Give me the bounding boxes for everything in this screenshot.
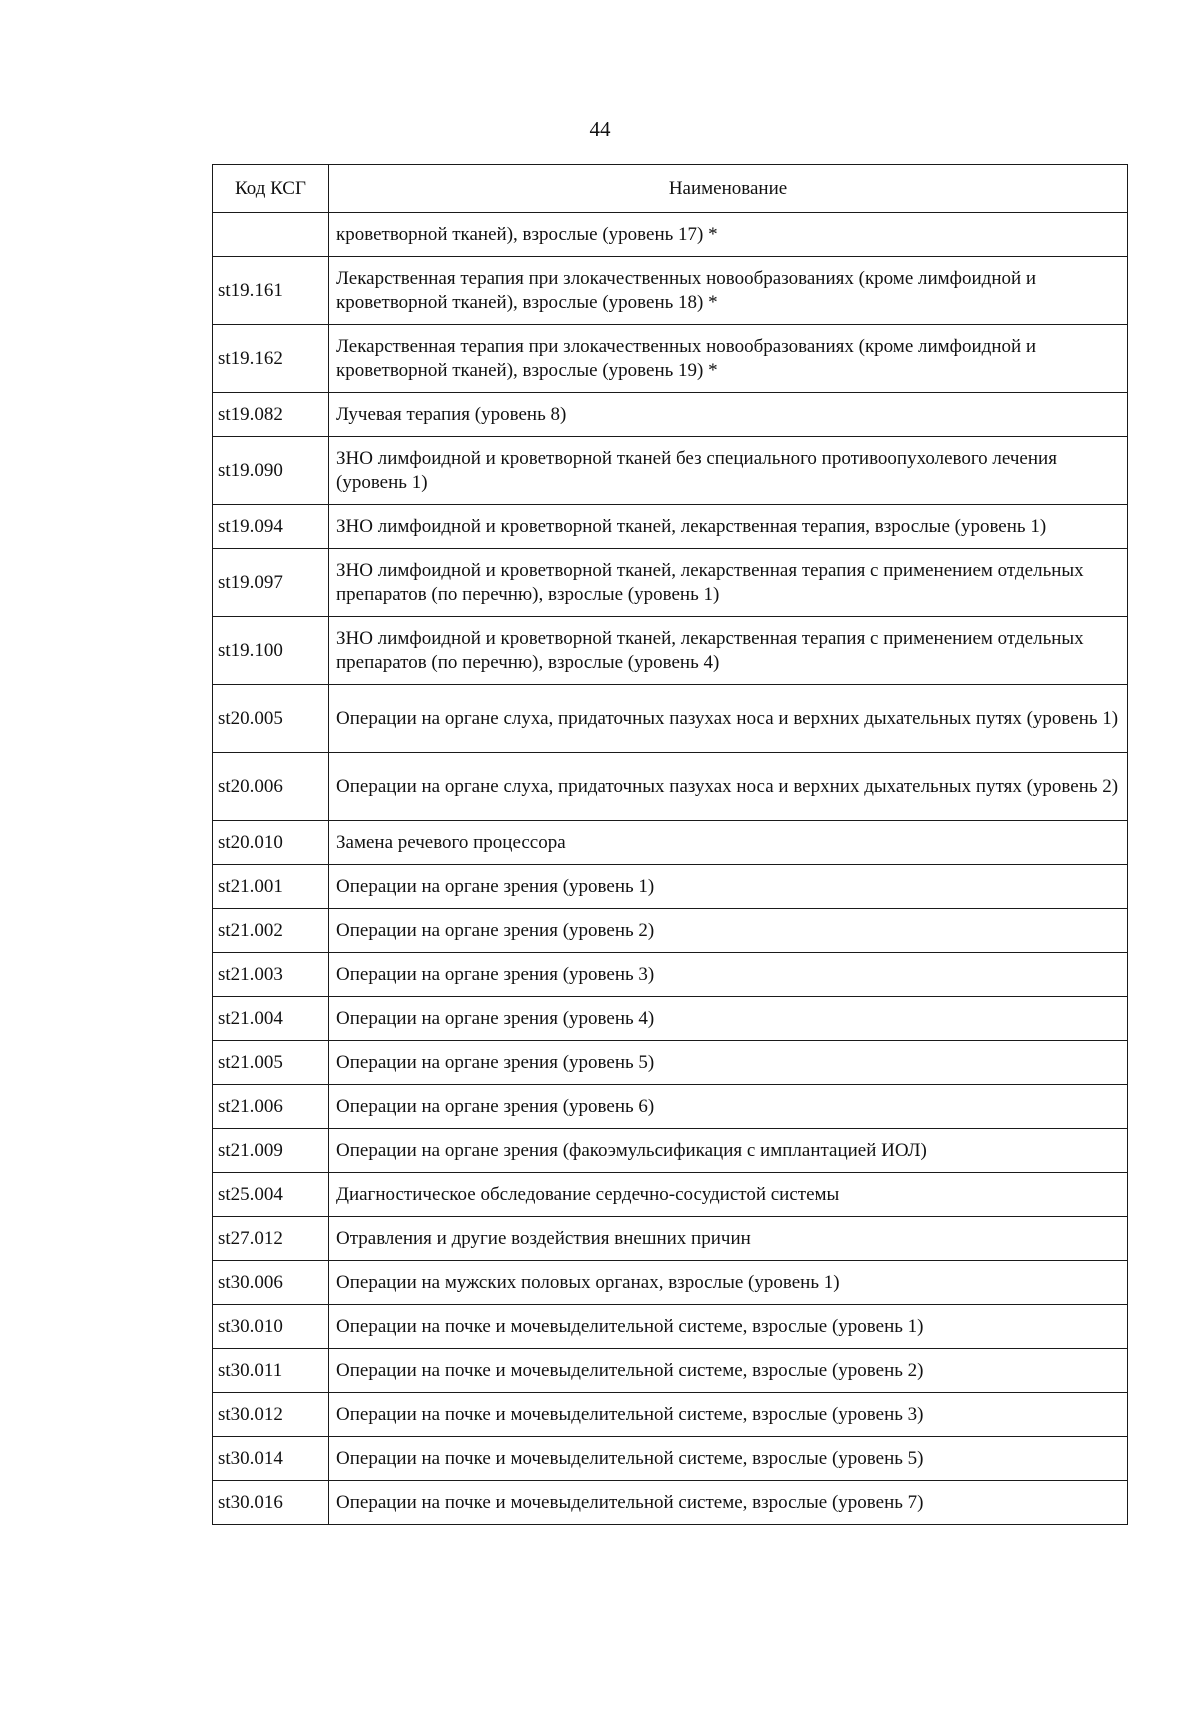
table-row [213, 325, 1128, 393]
ksg-code-cell: st21.009 [213, 1129, 329, 1173]
ksg-code-cell: st30.011 [213, 1349, 329, 1393]
ksg-name-cell: Операции на органе зрения (факоэмульсификация с имплантацией ИОЛ) [329, 1129, 1128, 1173]
table-row [213, 953, 1128, 997]
ksg-name-cell: Операции на органе зрения (уровень 6) [329, 1085, 1128, 1129]
ksg-code-cell: st21.006 [213, 1085, 329, 1129]
ksg-name-cell: Операции на органе слуха, придаточных пазухах носа и верхних дыхательных путях (уровень 2) [329, 753, 1128, 821]
ksg-code-cell: st27.012 [213, 1217, 329, 1261]
table-row [213, 1349, 1128, 1393]
ksg-name-cell: Операции на почке и мочевыделительной системе, взрослые (уровень 1) [329, 1305, 1128, 1349]
table-row [213, 1305, 1128, 1349]
ksg-name-cell: Лучевая терапия (уровень 8) [329, 393, 1128, 437]
table-row [213, 1481, 1128, 1525]
ksg-code-cell: st19.100 [213, 617, 329, 685]
ksg-name-cell: Операции на органе слуха, придаточных пазухах носа и верхних дыхательных путях (уровень 1) [329, 685, 1128, 753]
table-row [213, 1085, 1128, 1129]
ksg-code-cell: st19.090 [213, 437, 329, 505]
table-row [213, 1129, 1128, 1173]
ksg-name-cell: Лекарственная терапия при злокачественных новообразованиях (кроме лимфоидной и кроветворной тканей), взрослые (уровень 18) * [329, 257, 1128, 325]
ksg-name-cell: Операции на органе зрения (уровень 1) [329, 865, 1128, 909]
table-row [213, 617, 1128, 685]
table-row [213, 1041, 1128, 1085]
table-row [213, 257, 1128, 325]
ksg-code-cell: st21.001 [213, 865, 329, 909]
table-row [213, 213, 1128, 257]
ksg-name-cell: Отравления и другие воздействия внешних причин [329, 1217, 1128, 1261]
table-row [213, 393, 1128, 437]
ksg-code-cell: st30.010 [213, 1305, 329, 1349]
ksg-name-cell: Операции на мужских половых органах, взрослые (уровень 1) [329, 1261, 1128, 1305]
ksg-code-cell: st30.016 [213, 1481, 329, 1525]
ksg-code-cell: st21.004 [213, 997, 329, 1041]
ksg-code-cell: st19.161 [213, 257, 329, 325]
table-row [213, 865, 1128, 909]
ksg-code-cell: st20.010 [213, 821, 329, 865]
ksg-name-cell: Замена речевого процессора [329, 821, 1128, 865]
ksg-name-cell: ЗНО лимфоидной и кроветворной тканей, лекарственная терапия, взрослые (уровень 1) [329, 505, 1128, 549]
ksg-name-cell: кроветворной тканей), взрослые (уровень 17) * [329, 213, 1128, 257]
ksg-name-cell: Операции на органе зрения (уровень 5) [329, 1041, 1128, 1085]
table-row [213, 909, 1128, 953]
ksg-name-cell: Диагностическое обследование сердечно-сосудистой системы [329, 1173, 1128, 1217]
ksg-name-cell: Лекарственная терапия при злокачественных новообразованиях (кроме лимфоидной и кроветворной тканей), взрослые (уровень 19) * [329, 325, 1128, 393]
table-row [213, 1393, 1128, 1437]
ksg-name-cell: Операции на почке и мочевыделительной системе, взрослые (уровень 2) [329, 1349, 1128, 1393]
ksg-name-cell: ЗНО лимфоидной и кроветворной тканей, лекарственная терапия с применением отдельных препаратов (по перечню), взрослые (уровень 4) [329, 617, 1128, 685]
ksg-code-cell: st19.162 [213, 325, 329, 393]
ksg-name-cell: Операции на почке и мочевыделительной системе, взрослые (уровень 7) [329, 1481, 1128, 1525]
ksg-code-cell: st20.006 [213, 753, 329, 821]
ksg-name-cell: Операции на почке и мочевыделительной системе, взрослые (уровень 3) [329, 1393, 1128, 1437]
ksg-code-cell: st30.014 [213, 1437, 329, 1481]
ksg-name-cell: ЗНО лимфоидной и кроветворной тканей, лекарственная терапия с применением отдельных препаратов (по перечню), взрослые (уровень 1) [329, 549, 1128, 617]
ksg-code-cell [213, 213, 329, 257]
ksg-code-cell: st30.006 [213, 1261, 329, 1305]
table-row [213, 1261, 1128, 1305]
ksg-name-cell: Операции на органе зрения (уровень 3) [329, 953, 1128, 997]
table-row [213, 1173, 1128, 1217]
ksg-code-cell: st20.005 [213, 685, 329, 753]
ksg-name-cell: Операции на органе зрения (уровень 2) [329, 909, 1128, 953]
table-row [213, 821, 1128, 865]
table-body [213, 213, 1128, 1525]
table-row [213, 549, 1128, 617]
ksg-table [212, 164, 1128, 1525]
table-row [213, 1217, 1128, 1261]
table-row [213, 997, 1128, 1041]
ksg-code-cell: st19.082 [213, 393, 329, 437]
ksg-code-cell: st19.097 [213, 549, 329, 617]
ksg-name-cell: ЗНО лимфоидной и кроветворной тканей без специального противоопухолевого лечения (уровень 1) [329, 437, 1128, 505]
page-number: 44 [589, 117, 611, 141]
ksg-code-cell: st30.012 [213, 1393, 329, 1437]
table-row [213, 505, 1128, 549]
ksg-code-cell: st21.005 [213, 1041, 329, 1085]
table-row [213, 685, 1128, 753]
header-name: Наименование [329, 165, 1128, 213]
ksg-code-cell: st25.004 [213, 1173, 329, 1217]
table-row [213, 753, 1128, 821]
header-code: Код КСГ [213, 165, 329, 213]
ksg-name-cell: Операции на почке и мочевыделительной системе, взрослые (уровень 5) [329, 1437, 1128, 1481]
table-row [213, 1437, 1128, 1481]
table-header-row [213, 165, 1128, 213]
ksg-name-cell: Операции на органе зрения (уровень 4) [329, 997, 1128, 1041]
ksg-code-cell: st21.003 [213, 953, 329, 997]
table-row [213, 437, 1128, 505]
ksg-code-cell: st19.094 [213, 505, 329, 549]
ksg-code-cell: st21.002 [213, 909, 329, 953]
